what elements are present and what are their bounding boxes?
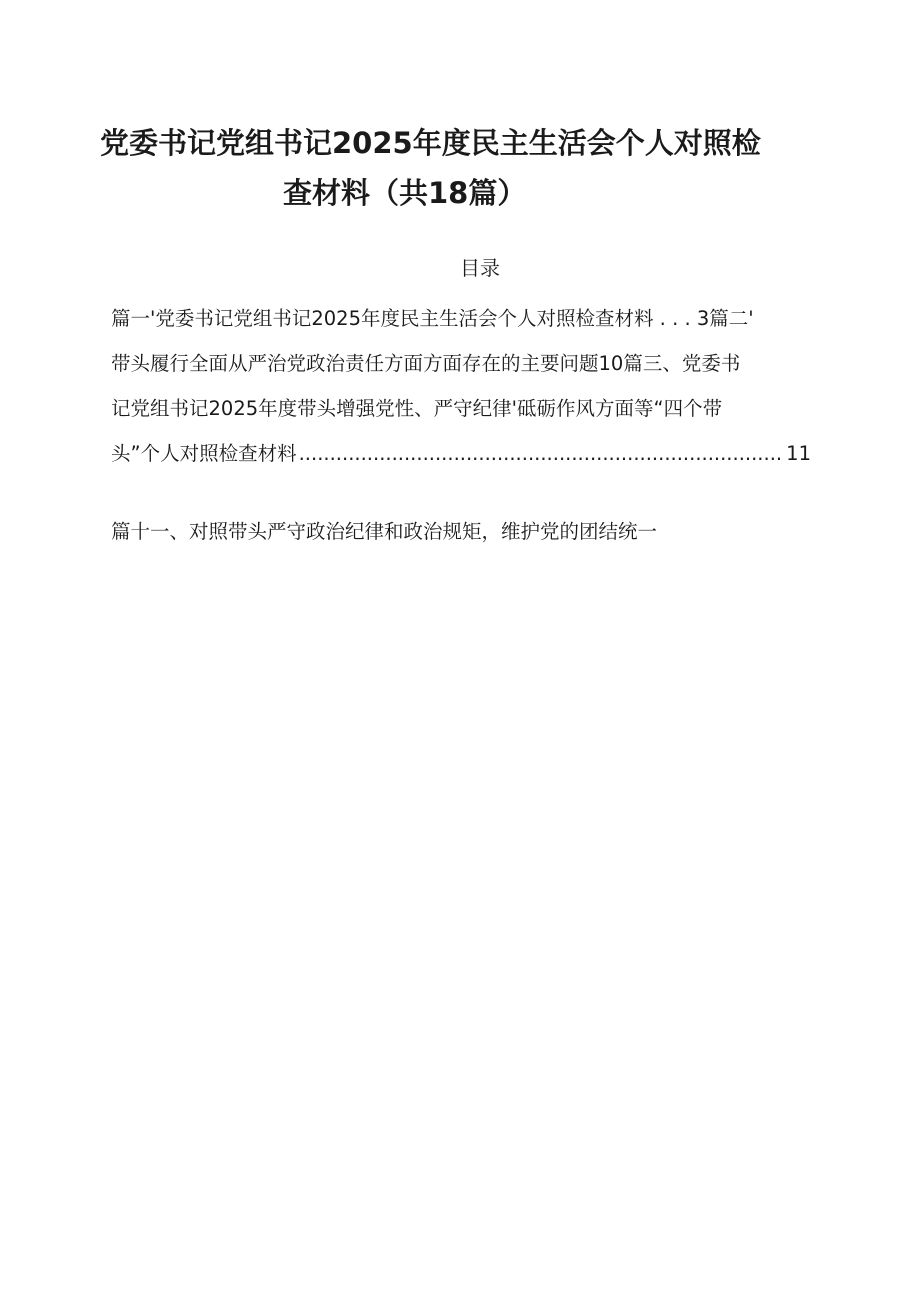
toc-line-1: 篇一'党委书记党组书记2025年度民主生活会个人对照检查材料 . . . 3篇二' xyxy=(111,307,754,330)
toc-entry-text: 头”个人对照检查材料 xyxy=(111,442,297,465)
toc-page-number: 11 xyxy=(786,442,811,465)
title-line-1: 党委书记党组书记2025年度民主生活会个人对照检 xyxy=(100,126,761,160)
table-of-contents xyxy=(111,296,853,476)
toc-line-4 xyxy=(111,431,811,476)
section-heading: 篇十一、对照带头严守政治纪律和政治规矩，维护党的团结统一 xyxy=(111,520,658,543)
title-line-2: 查材料（共18篇） xyxy=(283,176,527,210)
toc-line-2: 带头履行全面从严治党政治责任方面方面存在的主要问题10篇三、党委书 xyxy=(111,352,741,375)
toc-dot-leader xyxy=(299,431,785,476)
toc-line-3: 记党组书记2025年度带头增强党性、严守纪律'砥砺作风方面等“四个带 xyxy=(111,397,723,420)
document-title xyxy=(100,118,830,218)
toc-heading: 目录 xyxy=(460,256,500,280)
